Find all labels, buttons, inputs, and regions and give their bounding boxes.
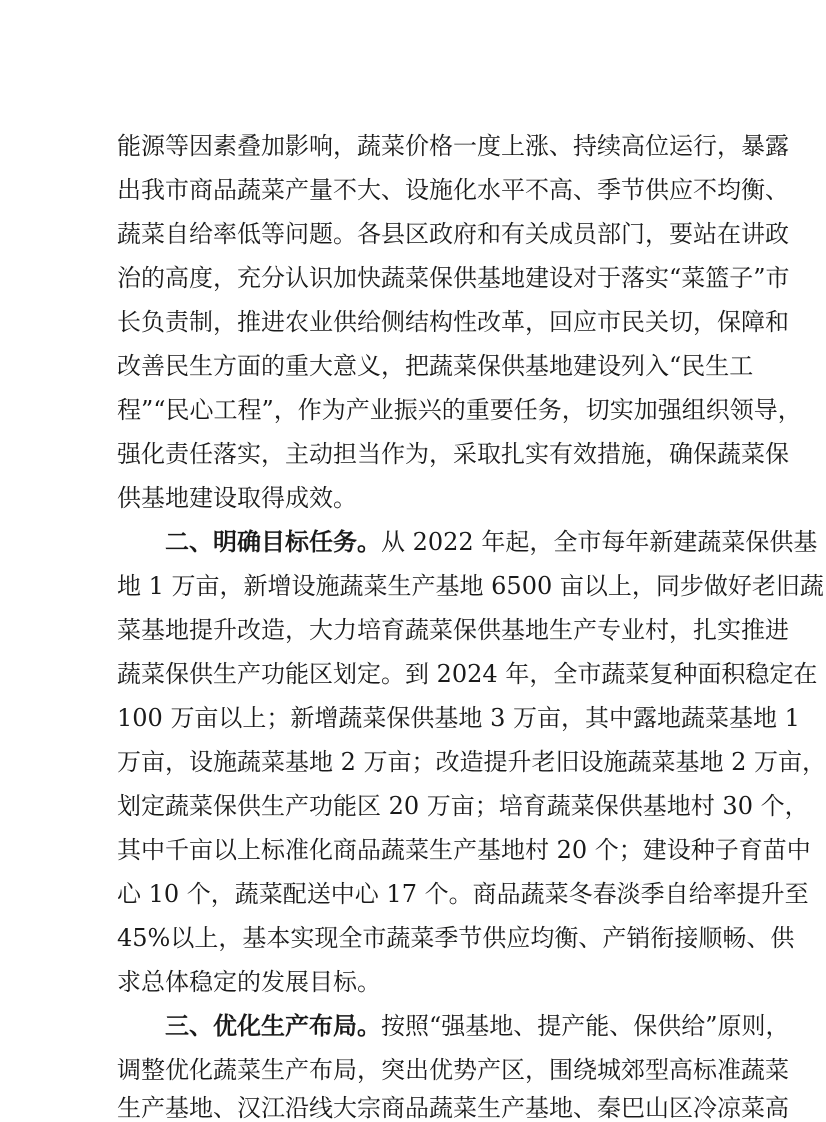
paragraph-1-line-5: 长负责制，推进农业供给侧结构性改革，回应市民关切，保障和 (117, 308, 789, 336)
paragraph-2-line-1-text: 从 2022 年起，全市每年新建蔬菜保供基 (381, 528, 818, 556)
paragraph-1-line-6: 改善民生方面的重大意义，把蔬菜保供基地建设列入“民生工 (117, 352, 754, 380)
section-heading-3: 三、优化生产布局。 (165, 1011, 381, 1040)
paragraph-1-line-3: 蔬菜自给率低等问题。各县区政府和有关成员部门，要站在讲政 (117, 220, 789, 248)
paragraph-2-line-1 (165, 522, 818, 562)
paragraph-1-line-2: 出我市商品蔬菜产量不大、设施化水平不高、季节供应不均衡、 (117, 176, 789, 204)
paragraph-2-line-8: 其中千亩以上标准化商品蔬菜生产基地村 20 个；建设种子育苗中 (117, 836, 811, 864)
paragraph-2-line-7: 划定蔬菜保供生产功能区 20 万亩；培育蔬菜保供基地村 30 个， (117, 792, 809, 820)
paragraph-2-line-11: 求总体稳定的发展目标。 (117, 968, 381, 996)
paragraph-2-line-6: 万亩，设施蔬菜基地 2 万亩；改造提升老旧设施蔬菜基地 2 万亩， (117, 748, 826, 776)
paragraph-3-line-1 (165, 1006, 790, 1046)
paragraph-2-line-9: 心 10 个，蔬菜配送中心 17 个。商品蔬菜冬春淡季自给率提升至 (117, 880, 809, 908)
paragraph-1-line-9: 供基地建设取得成效。 (117, 484, 357, 512)
paragraph-1-line-4: 治的高度，充分认识加快蔬菜保供基地建设对于落实“菜篮子”市 (117, 264, 790, 292)
paragraph-1-line-8: 强化责任落实，主动担当作为，采取扎实有效措施，确保蔬菜保 (117, 440, 789, 468)
paragraph-2-line-5: 100 万亩以上；新增蔬菜保供基地 3 万亩，其中露地蔬菜基地 1 (117, 704, 800, 732)
section-heading-2: 二、明确目标任务。 (165, 527, 381, 556)
paragraph-2-line-4: 蔬菜保供生产功能区划定。到 2024 年，全市蔬菜复种面积稳定在 (117, 660, 818, 688)
paragraph-1-line-1: 能源等因素叠加影响，蔬菜价格一度上涨、持续高位运行，暴露 (117, 132, 789, 160)
paragraph-1-line-7: 程”“民心工程”，作为产业振兴的重要任务，切实加强组织领导， (117, 396, 802, 424)
paragraph-3-line-3: 生产基地、汉江沿线大宗商品蔬菜生产基地、秦巴山区冷凉菜高 (117, 1094, 789, 1122)
paragraph-2-line-10: 45%以上，基本实现全市蔬菜季节供应均衡、产销衔接顺畅、供 (117, 924, 795, 952)
paragraph-3-line-2: 调整优化蔬菜生产布局，突出优势产区，围绕城郊型高标准蔬菜 (117, 1056, 789, 1084)
paragraph-2-line-2: 地 1 万亩，新增设施蔬菜生产基地 6500 亩以上，同步做好老旧蔬 (117, 572, 824, 600)
paragraph-2-line-3: 菜基地提升改造，大力培育蔬菜保供基地生产专业村，扎实推进 (117, 616, 789, 644)
paragraph-3-line-1-text: 按照“强基地、提产能、保供给”原则， (381, 1012, 790, 1040)
